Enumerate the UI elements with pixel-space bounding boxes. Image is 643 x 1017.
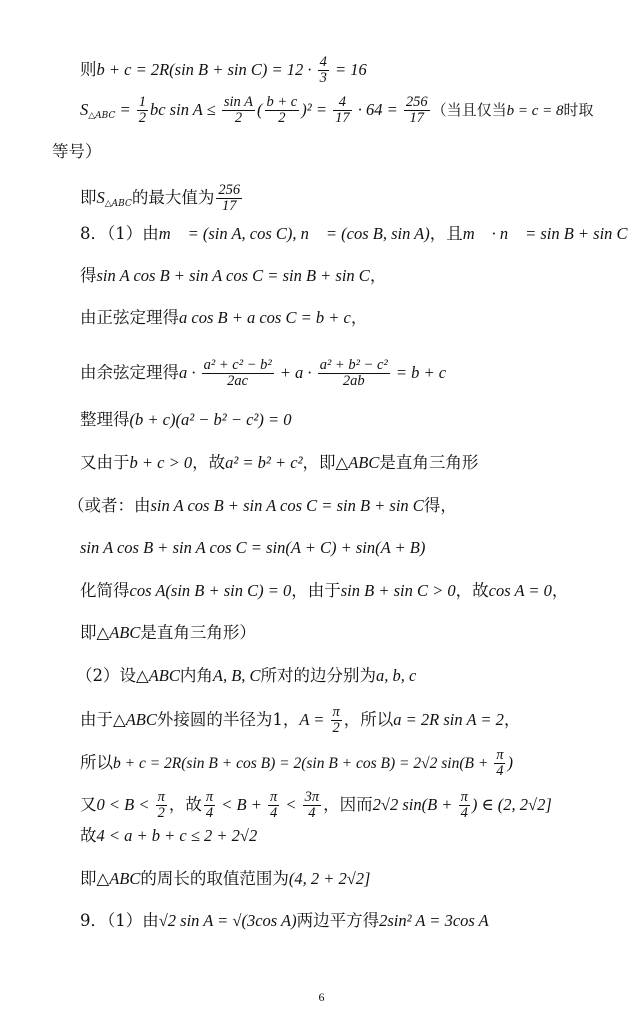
fraction: $\frac{\pi}{4}$ xyxy=(496,747,504,779)
line-text: ，且 xyxy=(429,224,463,243)
line-text: 时取 xyxy=(563,101,594,119)
fraction: $\frac{\pi}{4}$ xyxy=(270,789,278,821)
line-text: ，故 xyxy=(455,581,489,600)
text-line xyxy=(52,141,102,163)
text-line xyxy=(80,868,370,890)
text-line xyxy=(80,183,244,215)
text-line xyxy=(76,665,416,687)
line-text: ， xyxy=(369,266,387,285)
formula: sin B + sin C > 0 xyxy=(340,581,456,600)
formula: 4 < a + b + c ≤ 2 + 2√2 xyxy=(96,826,258,845)
formula: 2sin² A = 3cos A xyxy=(379,911,489,930)
line-text: ，故 xyxy=(168,795,202,814)
formula: △ABC xyxy=(136,666,180,685)
fraction: $\frac{\text{a² + b² − c²}}{2ab}$ xyxy=(319,357,388,389)
text-line xyxy=(80,358,446,389)
formula: a² = b² + c² xyxy=(225,453,303,472)
formula: < xyxy=(281,795,301,814)
formula: a, b, c xyxy=(376,666,417,685)
line-text: 是直角三角形） xyxy=(140,623,256,642)
text-line xyxy=(80,265,386,287)
formula: m⃗ · n⃗ = sin B + sin C xyxy=(462,224,628,243)
text-line xyxy=(80,825,257,847)
line-text: ， xyxy=(503,710,521,729)
fraction: $\frac{\text{a² + c² − b²}}{2ac}$ xyxy=(203,357,272,389)
line-text: ，因而 xyxy=(323,795,373,814)
line-text: （或者：由 xyxy=(68,496,151,515)
line-text: 等号） xyxy=(52,142,102,161)
formula: m⃗ = (sin A, cos C), n⃗ = (cos B, sin A) xyxy=(158,224,430,243)
formula: 0 < B < xyxy=(96,795,154,814)
line-text: 即 xyxy=(80,869,97,888)
line-text: （当且仅当 xyxy=(431,101,507,119)
line-text: 9．（1）由 xyxy=(80,911,159,930)
formula: sin A cos B + sin A cos C = sin B + sin C xyxy=(96,266,370,285)
fraction: $\frac{\pi}{2}$ xyxy=(157,789,165,821)
formula: + a · xyxy=(275,363,316,382)
formula: · 64 = xyxy=(353,100,402,119)
formula: < B + xyxy=(217,795,266,814)
formula: A = xyxy=(299,710,329,729)
formula: √2 sin A = √(3cos A) xyxy=(158,911,297,930)
formula: = b + c xyxy=(391,363,447,382)
text-line xyxy=(80,537,425,559)
text-line xyxy=(80,748,513,779)
fraction: $\frac{1}{2}$ xyxy=(138,94,146,126)
formula: = xyxy=(115,100,135,119)
line-text: ，即 xyxy=(302,453,336,472)
line-text: ， xyxy=(350,308,368,327)
formula: sin A cos B + sin A cos C = sin B + sin C xyxy=(150,496,424,515)
line-text: 则 xyxy=(80,60,97,79)
fraction: $\frac{\pi}{2}$ xyxy=(332,704,340,736)
line-text: 又由于 xyxy=(80,453,130,472)
text-line xyxy=(80,790,552,821)
line-text: 整理得 xyxy=(80,410,130,429)
text-line xyxy=(80,307,367,329)
line-text: 所以 xyxy=(80,753,113,772)
formula: b + c = 2R(sin B + sin C) = 12 · xyxy=(96,60,316,79)
formula: (4, 2 + 2√2] xyxy=(288,869,371,888)
formula: ( xyxy=(257,100,263,119)
text-line xyxy=(80,910,489,932)
formula: a cos B + a cos C = b + c xyxy=(179,308,351,327)
line-text: 是直角三角形 xyxy=(379,453,479,472)
text-line xyxy=(80,452,478,474)
fraction: $\frac{3\pi}{4}$ xyxy=(304,789,320,821)
formula: S xyxy=(96,188,105,207)
line-text: 由正弦定理得 xyxy=(80,308,179,327)
line-text: 又 xyxy=(80,795,97,814)
subscript: △ABC xyxy=(88,111,116,121)
line-text: 两边平方得 xyxy=(296,911,380,930)
text-line xyxy=(80,95,594,127)
formula: △ABC xyxy=(96,869,141,888)
line-text: 即 xyxy=(80,623,97,642)
formula: sin A cos B + sin A cos C = sin(A + C) + sin(A + B) xyxy=(80,538,426,557)
line-text: 8．（1）由 xyxy=(80,224,159,243)
line-text: 由于 xyxy=(80,710,113,729)
formula: b = c = 8 xyxy=(506,103,564,119)
fraction: $\frac{4}{17}$ xyxy=(335,94,350,126)
formula: cos A(sin B + sin C) = 0 xyxy=(129,581,292,600)
fraction: $\frac{\pi}{4}$ xyxy=(460,789,468,821)
line-text: 化简得 xyxy=(80,581,130,600)
line-text: 的最大值为 xyxy=(131,188,215,207)
formula: = 16 xyxy=(330,60,367,79)
formula: S xyxy=(80,100,89,119)
line-text: 得， xyxy=(423,496,457,515)
line-text: 故 xyxy=(80,826,97,845)
line-text: 由余弦定理得 xyxy=(80,363,179,382)
formula: bc sin A ≤ xyxy=(149,100,220,119)
line-text: （2）设 xyxy=(76,666,136,685)
page-number: 6 xyxy=(318,990,325,1004)
line-text: 即 xyxy=(80,188,97,207)
text-line xyxy=(80,622,256,644)
formula: (b + c)(a² − b² − c²) = 0 xyxy=(129,410,292,429)
fraction: $\frac{4}{3}$ xyxy=(319,54,327,86)
text-line xyxy=(80,409,292,431)
line-text: 的周长的取值范围为 xyxy=(140,869,289,888)
line-text: ， xyxy=(551,581,569,600)
formula: a = 2R sin A = 2 xyxy=(393,710,504,729)
formula: △ABC xyxy=(96,623,141,642)
line-text: 外接圆的半径为1， xyxy=(156,710,300,729)
fraction: $\frac{\text{sin A}}{2}$ xyxy=(223,94,254,126)
formula: )² = xyxy=(301,100,332,119)
line-text: ，故 xyxy=(192,453,226,472)
formula: a · xyxy=(179,363,200,382)
fraction: $\frac{b + c}{2}$ xyxy=(266,94,298,126)
formula: cos A = 0 xyxy=(488,581,552,600)
line-text: 所对的边分别为 xyxy=(260,666,377,685)
text-line xyxy=(80,580,568,602)
line-text: ，由于 xyxy=(291,581,341,600)
formula: △ABC xyxy=(335,453,380,472)
fraction: $\frac{256}{17}$ xyxy=(405,94,428,126)
line-text: 得 xyxy=(80,266,97,285)
line-text: 内角 xyxy=(179,666,213,685)
text-line xyxy=(80,55,367,86)
formula: b + c = 2R(sin B + cos B) = 2(sin B + cos B) = 2√2 sin(B + xyxy=(113,755,493,772)
fraction: $\frac{\pi}{4}$ xyxy=(205,789,214,821)
formula: b + c > 0 xyxy=(129,453,193,472)
formula: △ABC xyxy=(113,710,157,729)
fraction: $\frac{256}{17}$ xyxy=(218,182,241,214)
formula: ) xyxy=(507,753,513,772)
text-line xyxy=(68,495,457,517)
subscript: △ABC xyxy=(104,199,132,209)
text-line xyxy=(80,223,628,245)
formula: A, B, C xyxy=(212,666,261,685)
text-line xyxy=(80,705,520,736)
formula: ) ∈ (2, 2√2] xyxy=(471,795,552,814)
formula: 2√2 sin(B + xyxy=(372,795,457,814)
line-text: ，所以 xyxy=(343,710,394,729)
